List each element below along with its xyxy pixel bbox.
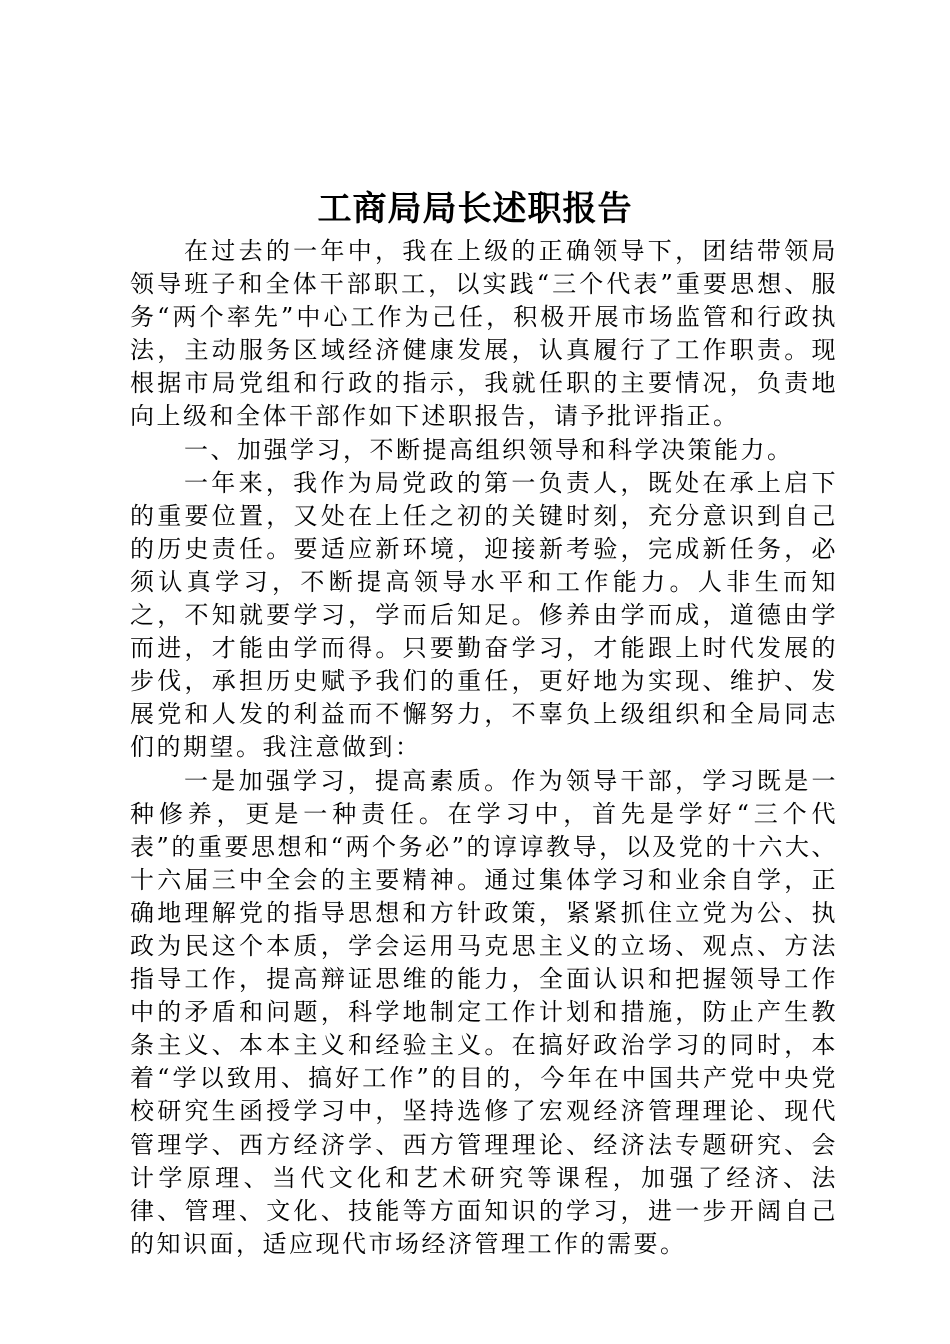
paragraph-learning-detail: 一是加强学习，提高素质。作为领导干部，学习既是一种修养，更是一种责任。在学习中，首先是学好“三个代表”的重要思想和“两个务必”的谆谆教导，以及党的十六大、十六届三中全会的主要精神。通过集体学习和业余自学，正确地理解党的指导思想和方针政策，紧紧抓住立党为公、执政为民这个本质，学会运用马克思主义的立场、观点、方法指导工作，提高辩证思维的能力，全面认识和把握领导工作中的矛盾和问题，科学地制定工作计划和措施，防止产生教条主义、本本主义和经验主义。在搞好政治学习的同时，本着“学以致用、搞好工作”的目的，今年在中国共产党中央党校研究生函授学习中，坚持选修了宏观经济管理理论、现代管理学、西方经济学、西方管理理论、经济法专题研究、会计学原理、当代文化和艺术研究等课程，加强了经济、法律、管理、文化、技能等方面知识的学习，进一步开阔自己的知识面，适应现代市场经济管理工作的需要。: [130, 766, 838, 1258]
paragraph-section-heading: 一、加强学习，不断提高组织领导和科学决策能力。: [184, 435, 794, 464]
paragraph-learning-overview: 一年来，我作为局党政的第一负责人，既处在承上启下的重要位置，又处在上任之初的关键时刻，充分意识到自己的历史责任。要适应新环境，迎接新考验，完成新任务，必须认真学习，不断提高领导水平和工作能力。人非生而知之，不知就要学习，学而后知足。修养由学而成，道德由学而进，才能由学而得。只要勤奋学习，才能跟上时代发展的步伐，承担历史赋予我们的重任，更好地为实现、维护、发展党和人发的利益而不懈努力，不辜负上级组织和全局同志们的期望。我注意做到：: [130, 468, 838, 762]
document-title: 工商局局长述职报告: [317, 189, 633, 229]
paragraph-intro: 在过去的一年中，我在上级的正确领导下，团结带领局领导班子和全体干部职工，以实践“三个代表”重要思想、服务“两个率先”中心工作为己任，积极开展市场监管和行政执法，主动服务区域经济健康发展，认真履行了工作职责。现根据市局党组和行政的指示，我就任职的主要情况，负责地向上级和全体干部作如下述职报告，请予批评指正。: [130, 237, 838, 431]
document-body: [130, 235, 838, 1261]
